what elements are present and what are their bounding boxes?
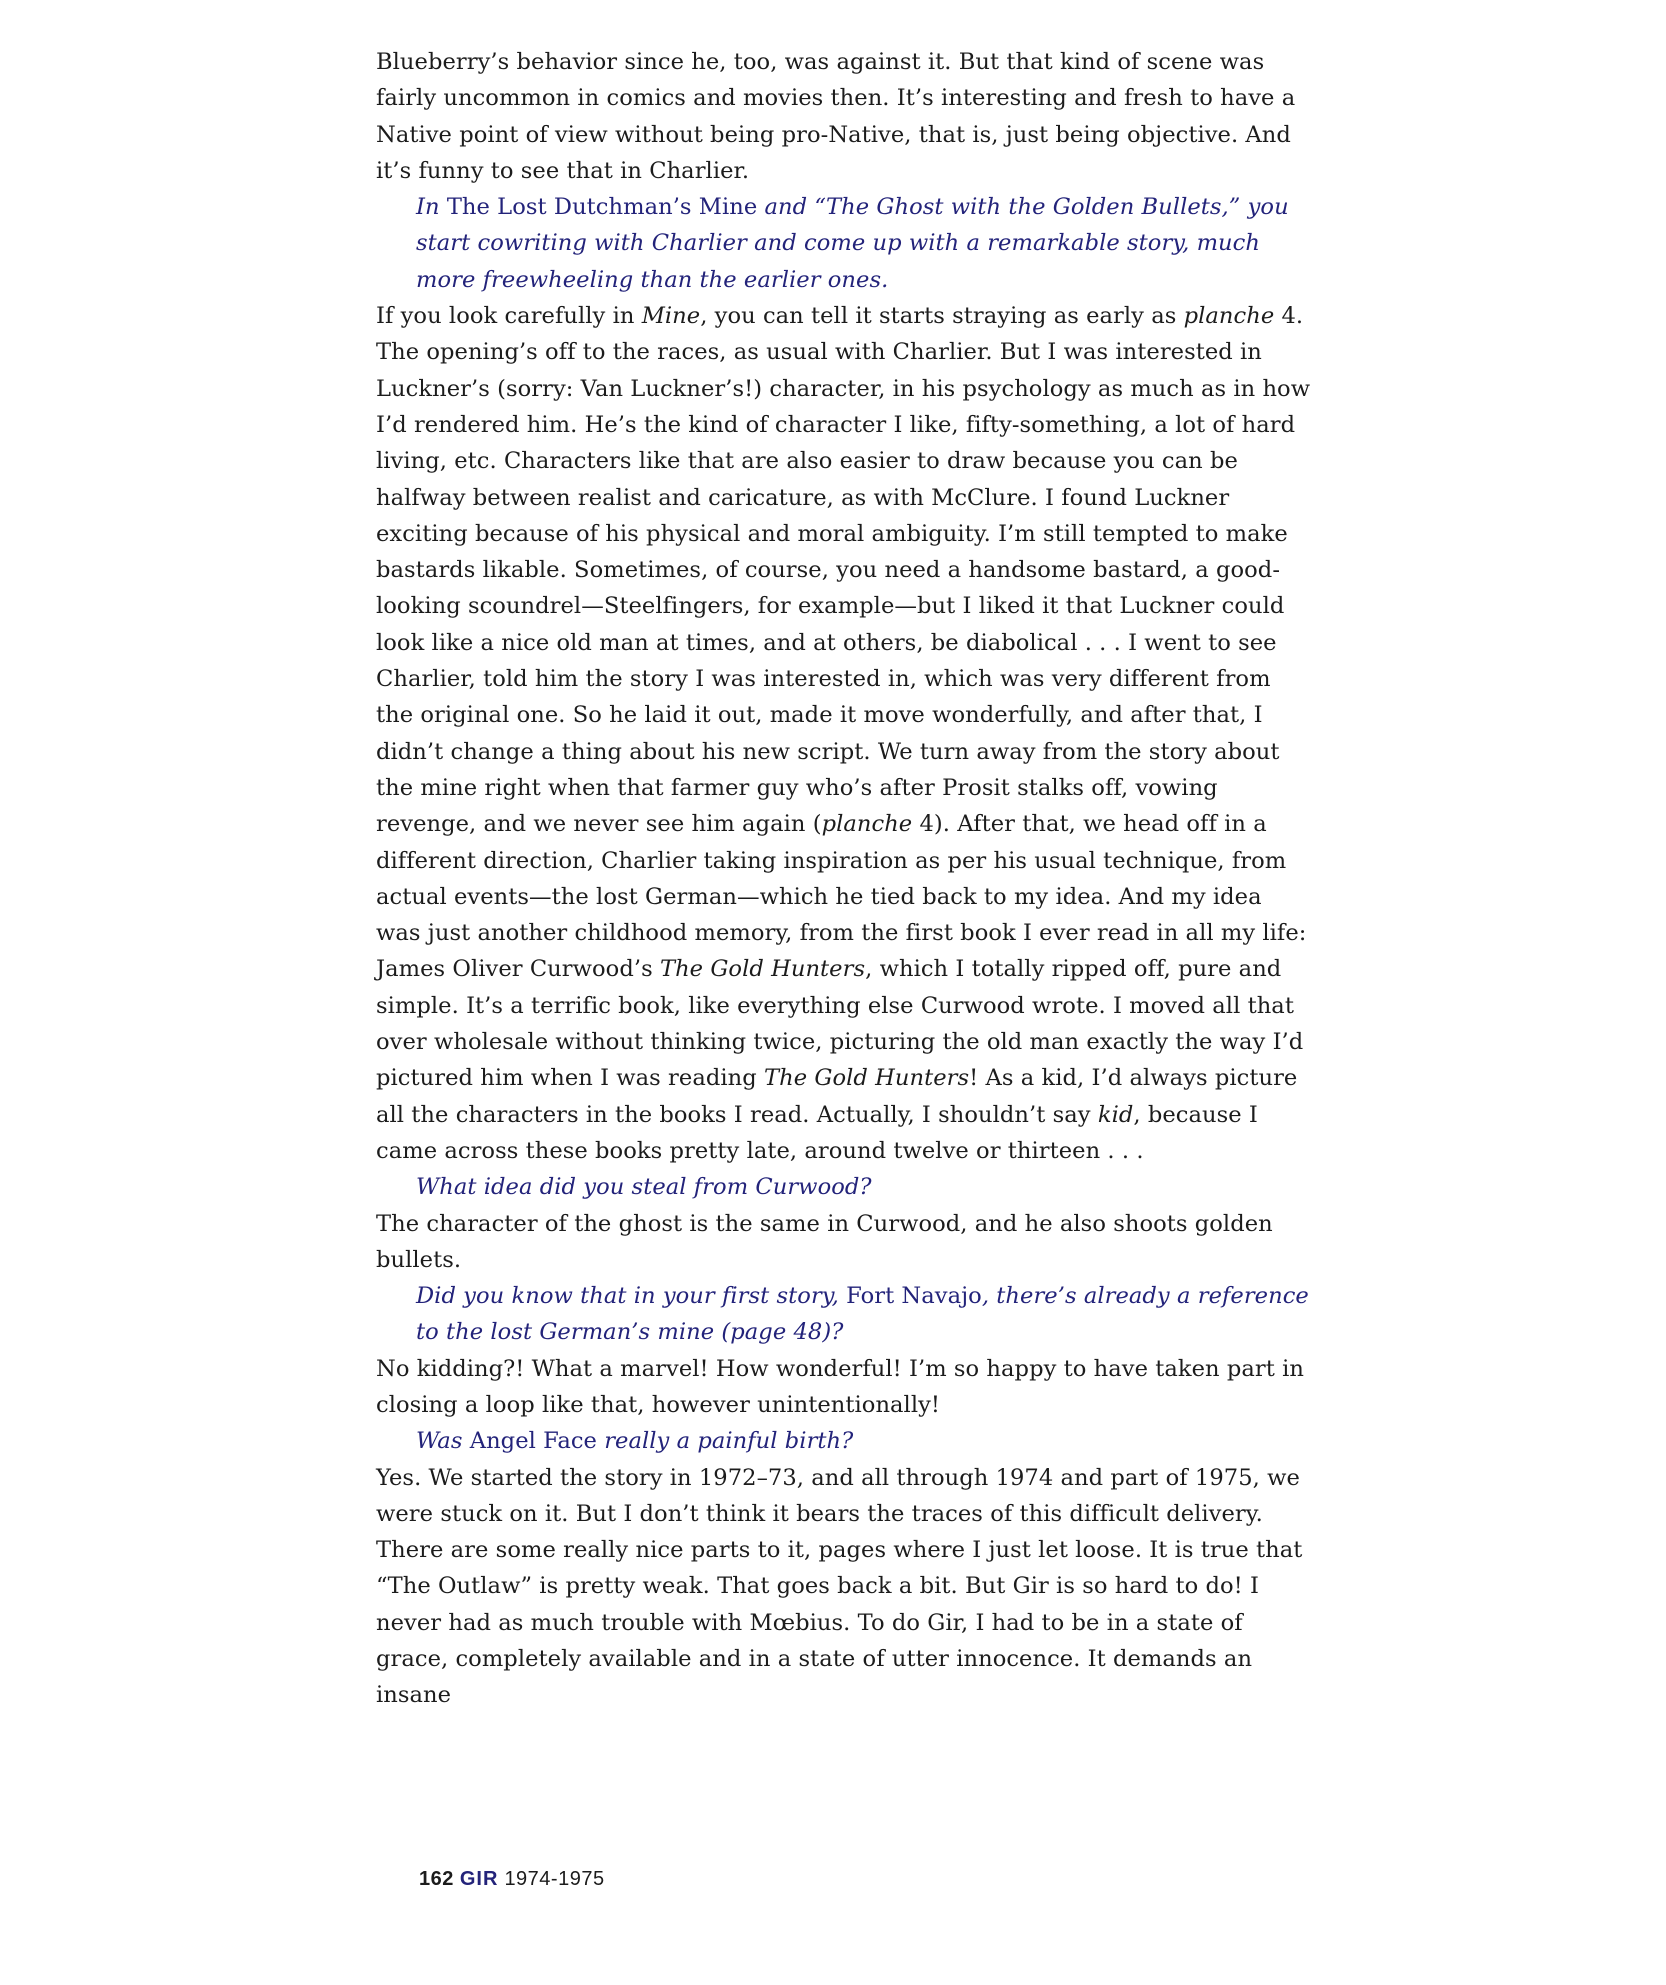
question-paragraph: What idea did you steal from Curwood?	[416, 1174, 872, 1201]
book-title: The Gold Hunters	[659, 956, 866, 983]
running-years: 1974-1975	[504, 1868, 605, 1890]
answer-paragraph	[376, 298, 1312, 1169]
answer-text: , because I came across these books pretty late, around twelve or thirteen . . .	[376, 1101, 1258, 1164]
answer-paragraph: Yes. We started the story in 1972–73, and all through 1974 and part of 1975, we were stuck on it. But I don’t think it bears the traces of this difficult delivery. There are some really nice parts to it, pages where I just let loose. It is true that “The Outlaw” is pretty weak. That goes back a bit. But Gir is so hard to do! I never had as much trouble with Mœbius. To do Gir, I had to be in a state of grace, completely available and in a state of utter innocence. It demands an insane	[376, 1464, 1303, 1709]
question-paragraph	[376, 1278, 1312, 1351]
emphasis-text: Mine	[641, 303, 701, 330]
question-text: Did you know that in your first story,	[416, 1283, 847, 1310]
answer-text: 4. The opening’s off to the races, as usual with Charlier. But I was interested in Luckner’s (sorry: Van Luckner’s!) character, in his psychology as much as in how I’d rendered him. He’s the kind of character I like, fifty-something, a lot of hard living, etc. Characters like that are also easier to draw because you can be halfway between realist and caricature, as with McClure. I found Luckner exciting because of his physical and moral ambiguity. I’m still tempted to make bastards likable. Sometimes, of course, you need a handsome bastard, a good-looking scoundrel—Steelfingers, for example—but I liked it that Luckner could look like a nice old man at times, and at others, be diabolical . . . I went to see Charlier, told him the story I was interested in, which was very different from the original one. So he laid it out, made it move wonderfully, and after that, I didn’t change a thing about his new script. We turn away from the story about the mine right when that farmer guy who’s after Prosit stalks off, vowing revenge, and we never see him again (	[376, 303, 1311, 838]
answer-paragraph: No kidding?! What a marvel! How wonderful! I’m so happy to have taken part in closing a loop like that, however unintentionally!	[376, 1355, 1304, 1418]
answer-paragraph: The character of the ghost is the same in Curwood, and he also shoots golden bullets.	[376, 1210, 1273, 1273]
question-text: and “The Ghost with the Golden Bullets,” you start cowriting with Charlier and come up with a remarkable story, much more freewheeling than the earlier ones.	[416, 194, 1289, 293]
answer-paragraph: Blueberry’s behavior since he, too, was against it. But that kind of scene was fairly uncommon in comics and movies then. It’s interesting and fresh to have a Native point of view without being pro-Native, that is, just being objective. And it’s funny to see that in Charlier.	[376, 49, 1296, 184]
book-title: The Gold Hunters	[764, 1065, 970, 1092]
question-text: , there’s already a reference to the lost German’s mine (page 48)?	[416, 1283, 1309, 1346]
question-text: Was	[416, 1428, 470, 1455]
book-title: Fort Navajo	[846, 1283, 982, 1310]
running-title: GIR	[459, 1868, 499, 1890]
book-title: Angel Face	[469, 1428, 597, 1455]
answer-text: ! As a kid, I’d always picture all the characters in the books I read. Actually, I shouldn’t say	[376, 1065, 1298, 1128]
emphasis-text: planche	[1183, 303, 1275, 330]
question-text: In	[416, 194, 447, 221]
answer-text: , you can tell it starts straying as early as	[700, 303, 1184, 330]
book-title: The Lost Dutchman’s Mine	[446, 194, 758, 221]
answer-text: If you look carefully in	[376, 303, 642, 330]
page-footer	[419, 1868, 605, 1891]
answer-text: 4). After that, we head off in a different direction, Charlier taking inspiration as per his usual technique, from actual events—the lost German—which he tied back to my idea. And my idea was just another childhood memory, from the first book I ever read in all my life: James Oliver Curwood’s	[376, 811, 1307, 983]
answer-text: , which I totally ripped off, pure and simple. It’s a terrific book, like everything else Curwood wrote. I moved all that over wholesale without thinking twice, picturing the old man exactly the way I’d pictured him when I was reading	[376, 956, 1304, 1092]
emphasis-text: planche	[821, 811, 913, 838]
question-paragraph	[376, 189, 1312, 298]
question-text: really a painful birth?	[596, 1428, 854, 1455]
page-number: 162	[419, 1868, 454, 1890]
question-paragraph	[376, 1423, 1312, 1459]
article-body	[376, 44, 1312, 1714]
emphasis-text: kid	[1097, 1101, 1134, 1128]
